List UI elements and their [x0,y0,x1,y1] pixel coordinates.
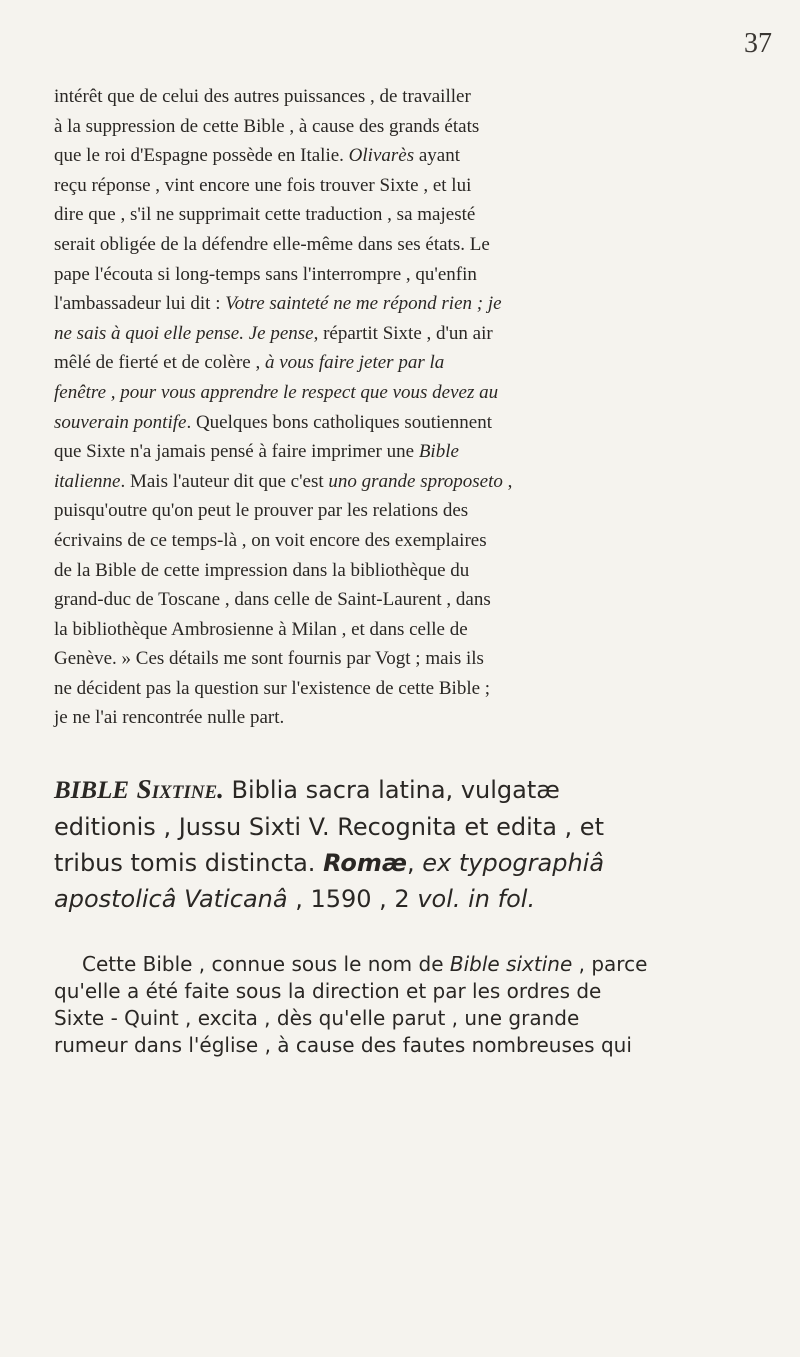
text-line [54,378,778,408]
bibliographic-entry [54,771,778,917]
text-line: que le roi d'Espagne possède en Italie. Olivarès ayant [54,145,461,167]
text-line: ne décident pas la question sur l'existence de cette Bible ; [54,677,491,699]
text-line: pape l'écouta si long-temps sans l'interrompre , qu'enfin [54,263,477,285]
italic-quote: Votre sainteté ne me répond rien ; je [225,293,502,315]
paragraph-ambassador [54,82,778,733]
italic-title: Bible sixtine [449,952,573,977]
italic-word: Bible [418,441,459,463]
text-line: à la suppression de cette Bible , à cause des grands états [54,115,480,137]
text-line: la bibliothèque Ambrosienne à Milan , et dans celle de [54,618,468,640]
text-line: puisqu'outre qu'on peut le prouver par les relations des [54,500,469,522]
italic-name: Olivarès [348,145,415,167]
text-line: italienne. Mais l'auteur dit que c'est uno grande sproposeto , [54,470,513,492]
entry-format: vol. in fol. [417,885,536,914]
text-line: Genève. » Ces détails me sont fournis par Vogt ; mais ils [54,648,484,670]
entry-head-word: BIBLE [54,777,130,805]
text-line: Cette Bible , connue sous le nom de Bible sixtine , parce [82,952,648,977]
text-line: l'ambassadeur lui dit : Votre sainteté ne me répond rien ; je [54,293,502,315]
text-line: rumeur dans l'église , à cause des fautes nombreuses qui [54,1033,632,1058]
italic-phrase: uno grande sproposeto [328,470,503,492]
text-line: reçu réponse , vint encore une fois trouver Sixte , et lui [54,174,472,196]
text-line: ne sais à quoi elle pense. Je pense, répartit Sixte , d'un air [54,322,493,344]
italic-quote: ne sais à quoi elle pense. Je pense [54,322,314,344]
text-line: Sixte - Quint , excita , dès qu'elle parut , une grande [54,1006,580,1031]
italic-quote: à vous faire jeter par la [265,352,445,374]
italic-word: italienne [54,470,121,492]
text-line: mêlé de fierté et de colère , à vous faire jeter par la [54,352,445,374]
entry-line: apostolicâ Vaticanâ , 1590 , 2 vol. in fol. [54,885,536,914]
italic-quote: fenêtre , pour vous apprendre le respect que vous devez au [54,381,499,403]
text-line: écrivains de ce temps-là , on voit encore des exemplaires [54,529,487,551]
text-line: dire que , s'il ne supprimait cette traduction , sa majesté [54,204,476,226]
page-number: 37 [744,28,772,59]
entry-line: editionis , Jussu Sixti V. Recognita et edita , et [54,813,604,842]
text-line: que Sixte n'a jamais pensé à faire imprimer une Bible [54,441,459,463]
text-line: qu'elle a été faite sous la direction et par les ordres de [54,979,602,1004]
text-line: souverain pontife. Quelques bons catholiques soutiennent [54,411,492,433]
text-line: je ne l'ai rencontrée nulle part. [54,707,285,729]
text-line: serait obligée de la défendre elle-même dans ses états. Le [54,233,490,255]
entry-printer: apostolicâ Vaticanâ [54,885,288,914]
italic-quote: souverain pontife [54,411,187,433]
entry-line: tribus tomis distincta. Romæ, ex typographiâ [54,849,605,878]
text-line: grand-duc de Toscane , dans celle de Saint-Laurent , dans [54,589,491,611]
text-line: de la Bible de cette impression dans la bibliothèque du [54,559,470,581]
page-text [54,82,778,1059]
entry-place: Romæ [323,849,407,878]
paragraph-bible-sixtine [54,951,778,1059]
entry-head-sixtine: Sixtine. [136,774,224,805]
text-line: intérêt que de celui des autres puissances , de travailler [54,86,471,107]
entry-printer: ex typographiâ [422,849,605,878]
entry-line: BIBLE Sixtine. Biblia sacra latina, vulgatæ [54,774,560,805]
